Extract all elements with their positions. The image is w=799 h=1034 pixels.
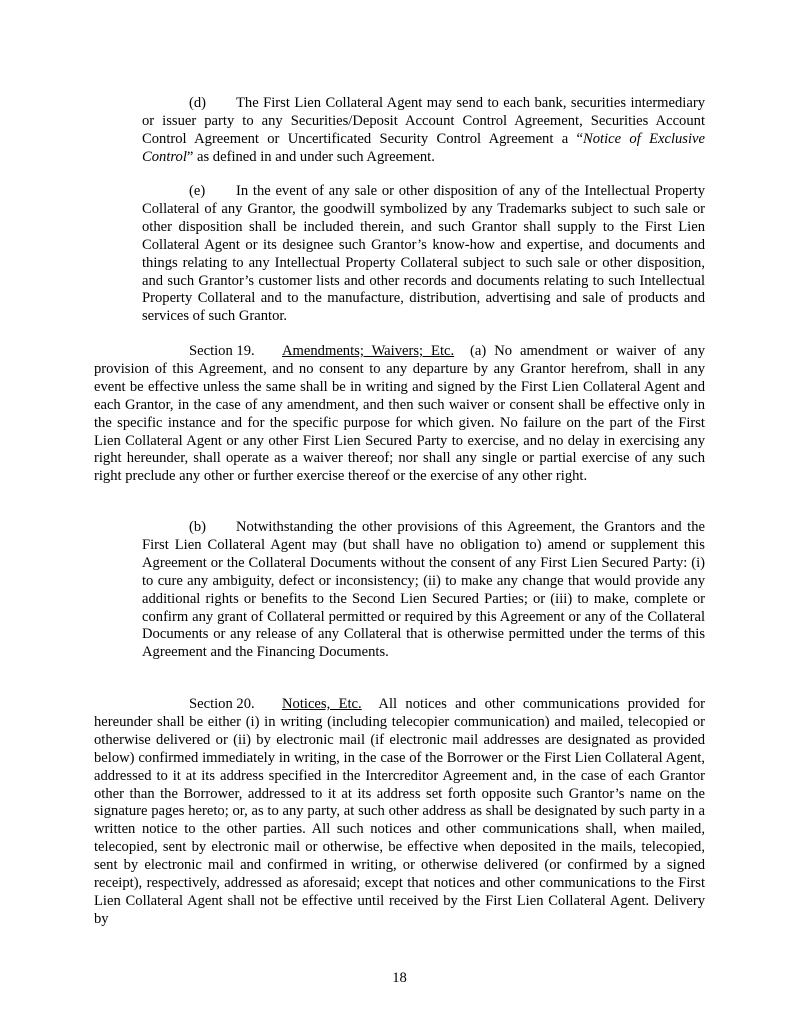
paragraph-b-label: (b) xyxy=(189,519,207,535)
section-19-heading: Amendments; Waivers; Etc. xyxy=(282,343,455,359)
paragraph-d xyxy=(142,95,705,167)
section-20-text: All notices and other communications provided for hereunder shall be either (i) in writing (including telecopier communication) and mailed, telecopied or otherwise delivered or (ii) by electronic mail (if electronic mail addresses are designated as provided below) confirmed immediately in writing, in the case of the Borrower or the First Lien Collateral Agent, addressed to it at its address specified in the Intercreditor Agreement and, in the case of each Grantor other than the Borrower, addressed to it at its address set forth opposite such Grantor’s name on the signature pages hereto; or, as to any party, at such other address as shall be designated by such party in a written notice to the other parties. All such notices and other communications shall, when mailed, telecopied, sent by electronic mail or otherwise, be effective when deposited in the mails, telecopied, sent by electronic mail and confirmed in writing, or otherwise delivered (or confirmed by a signed receipt), respectively, addressed as aforesaid; except that notices and other communications to the First Lien Collateral Agent shall not be effective until received by the First Lien Collateral Agent. Delivery by xyxy=(94,696,705,927)
paragraph-d-text: The First Lien Collateral Agent may send to each bank, securities intermediary or issuer party to any Securities/Deposit Account Control Agreement, Securities Account Control Agreement or Uncertificated Security Control Agreement a “ xyxy=(142,95,705,147)
notice-of-exclusive-control-term: Notice of Exclusive Control xyxy=(142,130,705,165)
page-number: 18 xyxy=(392,970,407,986)
paragraph-b-text: Notwithstanding the other provisions of this Agreement, the Grantors and the First Lien Collateral Agent may (but shall have no obligation to) amend or supplement this Agreement or the Collateral Documents without the consent of any First Lien Secured Party: (i) to cure any ambiguity, defect or inconsistency; (ii) to make any change that would provide any additional rights or benefits to the Second Lien Secured Parties; or (iii) to make, complete or confirm any grant of Collateral permitted or required by this Agreement or any of the Collateral Documents or any release of any Collateral that is otherwise permitted under the terms of this Agreement and the Financing Documents. xyxy=(142,519,705,661)
section-20-paragraph xyxy=(94,696,705,929)
paragraph-e-text: In the event of any sale or other disposition of any of the Intellectual Property Collateral of any Grantor, the goodwill symbolized by any Trademarks subject to such sale or other disposition shall be included therein, and such Grantor shall supply to the First Lien Collateral Agent or its designee such Grantor’s know-how and expertise, and documents and things relating to any Intellectual Property Collateral subject to such sale or other disposition, and such Grantor’s customer lists and other records and documents relating to such Intellectual Property Collateral and to the manufacture, distribution, advertising and sale of products and services of such Grantor. xyxy=(142,183,705,325)
paragraph-e xyxy=(142,183,705,326)
paragraph-b xyxy=(142,519,705,662)
section-19-paragraph xyxy=(94,343,705,486)
section-19-number: Section 19. xyxy=(189,343,255,359)
paragraph-e-label: (e) xyxy=(189,183,206,199)
section-20-number: Section 20. xyxy=(189,696,255,712)
paragraph-d-label: (d) xyxy=(189,95,207,111)
section-19-text: (a) No amendment or waiver of any provision of this Agreement, and no consent to any departure by any Grantor herefrom, shall in any event be effective unless the same shall be in writing and signed by the First Lien Collateral Agent and each Grantor, in the case of any amendment, and then such waiver or consent shall be effective only in the specific instance and for the specific purpose for which given. No failure on the part of the First Lien Collateral Agent or any other First Lien Secured Party to exercise, and no delay in exercising any right hereunder, shall operate as a waiver thereof; nor shall any single or partial exercise of any such right preclude any other or further exercise thereof or the exercise of any other right. xyxy=(94,343,705,485)
paragraph-d-text-end: ” as defined in and under such Agreement. xyxy=(186,148,435,165)
section-20-heading: Notices, Etc. xyxy=(282,696,362,712)
